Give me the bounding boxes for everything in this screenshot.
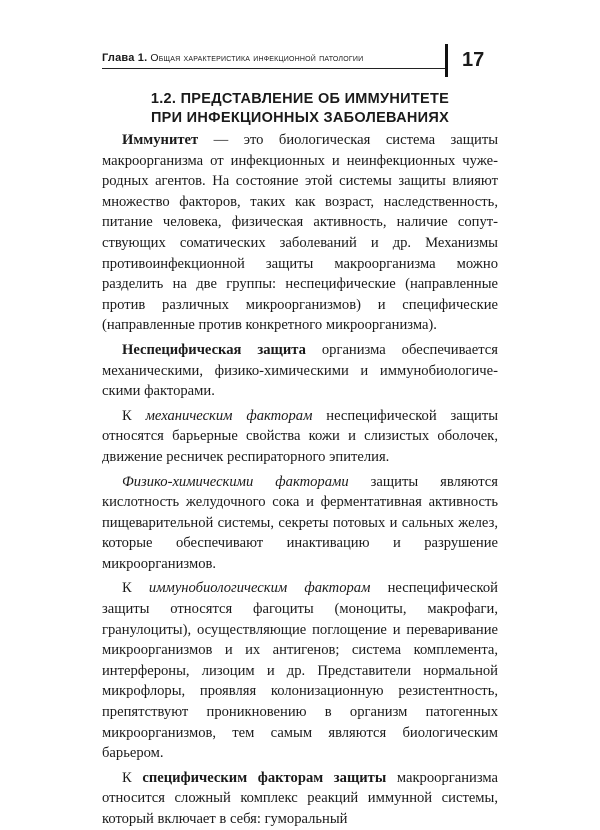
paragraph-text: — это биологическая система защиты макроорганизма от инфекционных и неинфекционных чужеродных агентов. На состояние этой системы защиты влияют множество факторов, таких как возраст, наследственность, питание человека, физическая активность, наличие сопутствующих соматических заболеваний и др. Механизмы противоинфекционной защиты макроорганизма можно разделить на две группы: неспецифические (направленные против различных микроорганизмов) и специфические (направленные против конкретного микроорганизма). (102, 132, 498, 334)
page-number: 17 (462, 49, 485, 71)
header-divider (445, 44, 448, 77)
section-title-line-2: ПРИ ИНФЕКЦИОННЫХ ЗАБОЛЕВАНИЯХ (150, 110, 450, 126)
term-physico-chemical-factors: Физико-химическими факторами (122, 473, 349, 490)
paragraph-immunity (102, 130, 498, 336)
body-text (102, 130, 498, 830)
paragraph-specific (102, 768, 498, 830)
section-title (102, 90, 498, 128)
paragraph-text: защиты являются кислотность желудочного сока и ферментативная активность пищеварительной системы, секреты потовых и сальных желез, которые обеспечивают инактивацию и разрушение микроорганизмов. (102, 473, 498, 572)
paragraph-lead: К (122, 769, 143, 786)
paragraph-lead: К (122, 580, 149, 597)
paragraph-nonspecific (102, 340, 498, 402)
section-title-line-1: 1.2. ПРЕДСТАВЛЕНИЕ ОБ ИММУНИТЕТЕ (150, 91, 450, 107)
running-header (102, 52, 447, 69)
chapter-label: Глава 1. (102, 52, 148, 64)
paragraph-physico-chemical (102, 472, 498, 575)
paragraph-text: неспецифической защиты относятся фагоциты (моноциты, макрофаги, гранулоциты), осуществляющие поглощение и переваривание микроорганизмов и их антигенов; система комплемента, интерфероны, лизоцим и др. Представители нормальной микрофлоры, проявляя колонизационную резистентность, препятствуют проникновению в организм патогенных микроорганизмов, тем самым являются биологическим барьером. (102, 580, 498, 762)
term-specific-factors: специфическим факторам защиты (142, 769, 387, 786)
term-immunity: Иммунитет (122, 132, 199, 148)
term-nonspecific-defense: Неспецифическая защита (122, 341, 306, 358)
paragraph-mechanical (102, 406, 498, 468)
term-mechanical-factors: механическим факторам (145, 407, 313, 424)
term-immunobiological-factors: иммунобиологическим факторам (148, 580, 371, 597)
paragraph-immunobiological (102, 578, 498, 763)
paragraph-text: макроорганизма относится сложный комплекс реакций иммунной системы, который включает в себя: гуморальный (102, 769, 498, 827)
paragraph-text: организма обеспечивается механическими, физико-химическими и иммунобиологическими факторами. (102, 341, 498, 400)
chapter-title: Общая характеристика инфекционной патологии (150, 52, 364, 64)
paragraph-text: неспецифической защиты относятся барьерные свойства кожи и слизистых оболочек, движение ресничек респираторного эпителия. (102, 407, 499, 465)
paragraph-lead: К (122, 407, 146, 424)
